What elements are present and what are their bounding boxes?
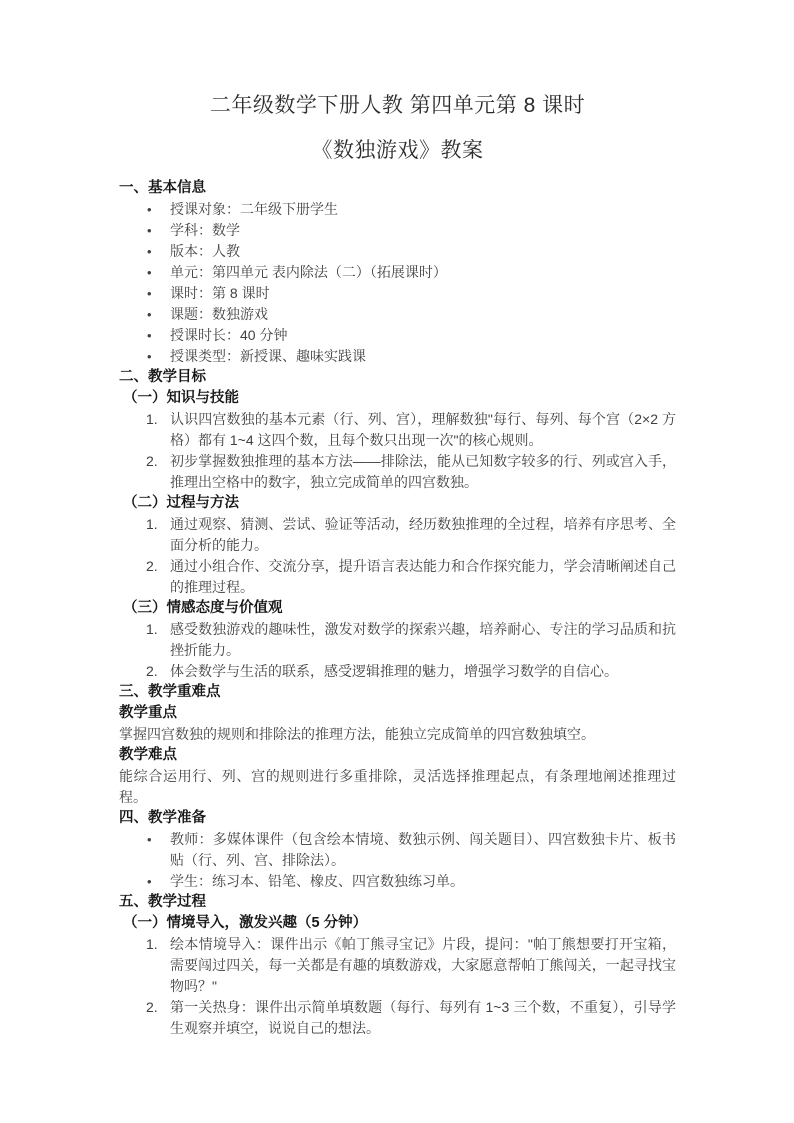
subheading-teaching-key-point: 教学重点 [119, 705, 177, 721]
section-heading-key-difficult-points: 三、教学重难点 [119, 684, 221, 700]
list-item [119, 829, 676, 871]
list-item-text: 学科：数学 [170, 222, 240, 238]
paragraph-difficult-point: 能综合运用行、列、宫的规则进行多重排除，灵活选择推理起点，有条理地阐述推理过程。 [119, 768, 676, 805]
section-heading-teaching-goals: 二、教学目标 [119, 369, 206, 385]
list-item [119, 283, 676, 304]
list-item [119, 199, 676, 220]
subsection-heading-process-methods: （二）过程与方法 [123, 495, 239, 511]
list-item-text: 教师：多媒体课件（包含绘本情境、数独示例、闯关题目）、四宫数独卡片、板书贴（行、列、宫、排除法）。 [170, 831, 676, 868]
section-heading-basic-info: 一、基本信息 [119, 180, 206, 196]
scenario-introduction-list [119, 934, 676, 1039]
list-item-text: 授课对象：二年级下册学生 [170, 201, 338, 217]
list-item [119, 325, 676, 346]
list-item-text: 授课类型：新授课、趣味实践课 [170, 348, 366, 364]
list-item-text: 学生：练习本、铅笔、橡皮、四宫数独练习单。 [170, 873, 464, 889]
doc-subtitle: 《数独游戏》教案 [311, 139, 484, 162]
numbered-item: 绘本情境导入：课件出示《帕丁熊寻宝记》片段，提问："帕丁熊想要打开宝箱，需要闯过四关，每一关都是有趣的填数游戏，大家愿意帮帕丁熊闯关，一起寻找宝物吗？" [170, 936, 676, 994]
bullet-icon: • [147, 244, 152, 259]
list-item [119, 304, 676, 325]
list-item [119, 220, 676, 241]
list-item-text: 课题：数独游戏 [170, 306, 268, 322]
process-methods-list [119, 514, 676, 598]
section-heading-teaching-preparation: 四、教学准备 [119, 810, 206, 826]
bullet-icon: • [147, 223, 152, 238]
doc-title: 二年级数学下册人教 第四单元第 8 课时 [209, 94, 586, 117]
subsection-heading-knowledge-skills: （一）知识与技能 [123, 390, 239, 406]
numbered-item: 第一关热身：课件出示简单填数题（每行、每列有 1~3 三个数，不重复），引导学生观察并填空，说说自己的想法。 [170, 999, 676, 1036]
bullet-icon: • [147, 265, 152, 280]
numbered-item: 初步掌握数独推理的基本方法——排除法，能从已知数字较多的行、列或宫入手，推理出空格中的数字，独立完成简单的四宫数独。 [170, 453, 676, 490]
bullet-icon: • [147, 328, 152, 343]
list-item [119, 262, 676, 283]
section-heading-teaching-process: 五、教学过程 [119, 894, 206, 910]
list-item [119, 871, 676, 892]
numbered-item: 体会数学与生活的联系，感受逻辑推理的魅力，增强学习数学的自信心。 [170, 663, 618, 679]
emotion-values-list [119, 619, 676, 682]
paragraph-key-point: 掌握四宫数独的规则和排除法的推理方法，能独立完成简单的四宫数独填空。 [119, 726, 595, 742]
subheading-teaching-difficult-point: 教学难点 [119, 747, 177, 763]
numbered-item: 认识四宫数独的基本元素（行、列、宫），理解数独"每行、每列、每个宫（2×2 方格）都有 1~4 这四个数，且每个数只出现一次"的核心规则。 [170, 411, 676, 448]
bullet-icon: • [147, 307, 152, 322]
list-item [119, 346, 676, 367]
list-item-text: 版本：人教 [170, 243, 240, 259]
bullet-icon: • [147, 874, 152, 889]
subsection-heading-scenario-introduction: （一）情境导入，激发兴趣（5 分钟） [123, 915, 368, 931]
list-item [119, 241, 676, 262]
knowledge-skills-list [119, 409, 676, 493]
bullet-icon: • [147, 832, 152, 847]
numbered-item: 通过小组合作、交流分享，提升语言表达能力和合作探究能力，学会清晰阐述自己的推理过程。 [170, 558, 676, 595]
bullet-icon: • [147, 349, 152, 364]
numbered-item: 感受数独游戏的趣味性，激发对数学的探索兴趣，培养耐心、专注的学习品质和抗挫折能力。 [170, 621, 676, 658]
list-item-text: 单元：第四单元 表内除法（二）（拓展课时） [170, 264, 447, 280]
list-item-text: 授课时长：40 分钟 [170, 327, 288, 343]
numbered-item: 通过观察、猜测、尝试、验证等活动，经历数独推理的全过程，培养有序思考、全面分析的能力。 [170, 516, 676, 553]
bullet-icon: • [147, 202, 152, 217]
list-item-text: 课时：第 8 课时 [170, 285, 270, 301]
basic-info-list [119, 199, 676, 367]
preparation-list [119, 829, 676, 892]
bullet-icon: • [147, 286, 152, 301]
subsection-heading-emotion-values: （三）情感态度与价值观 [123, 600, 283, 616]
